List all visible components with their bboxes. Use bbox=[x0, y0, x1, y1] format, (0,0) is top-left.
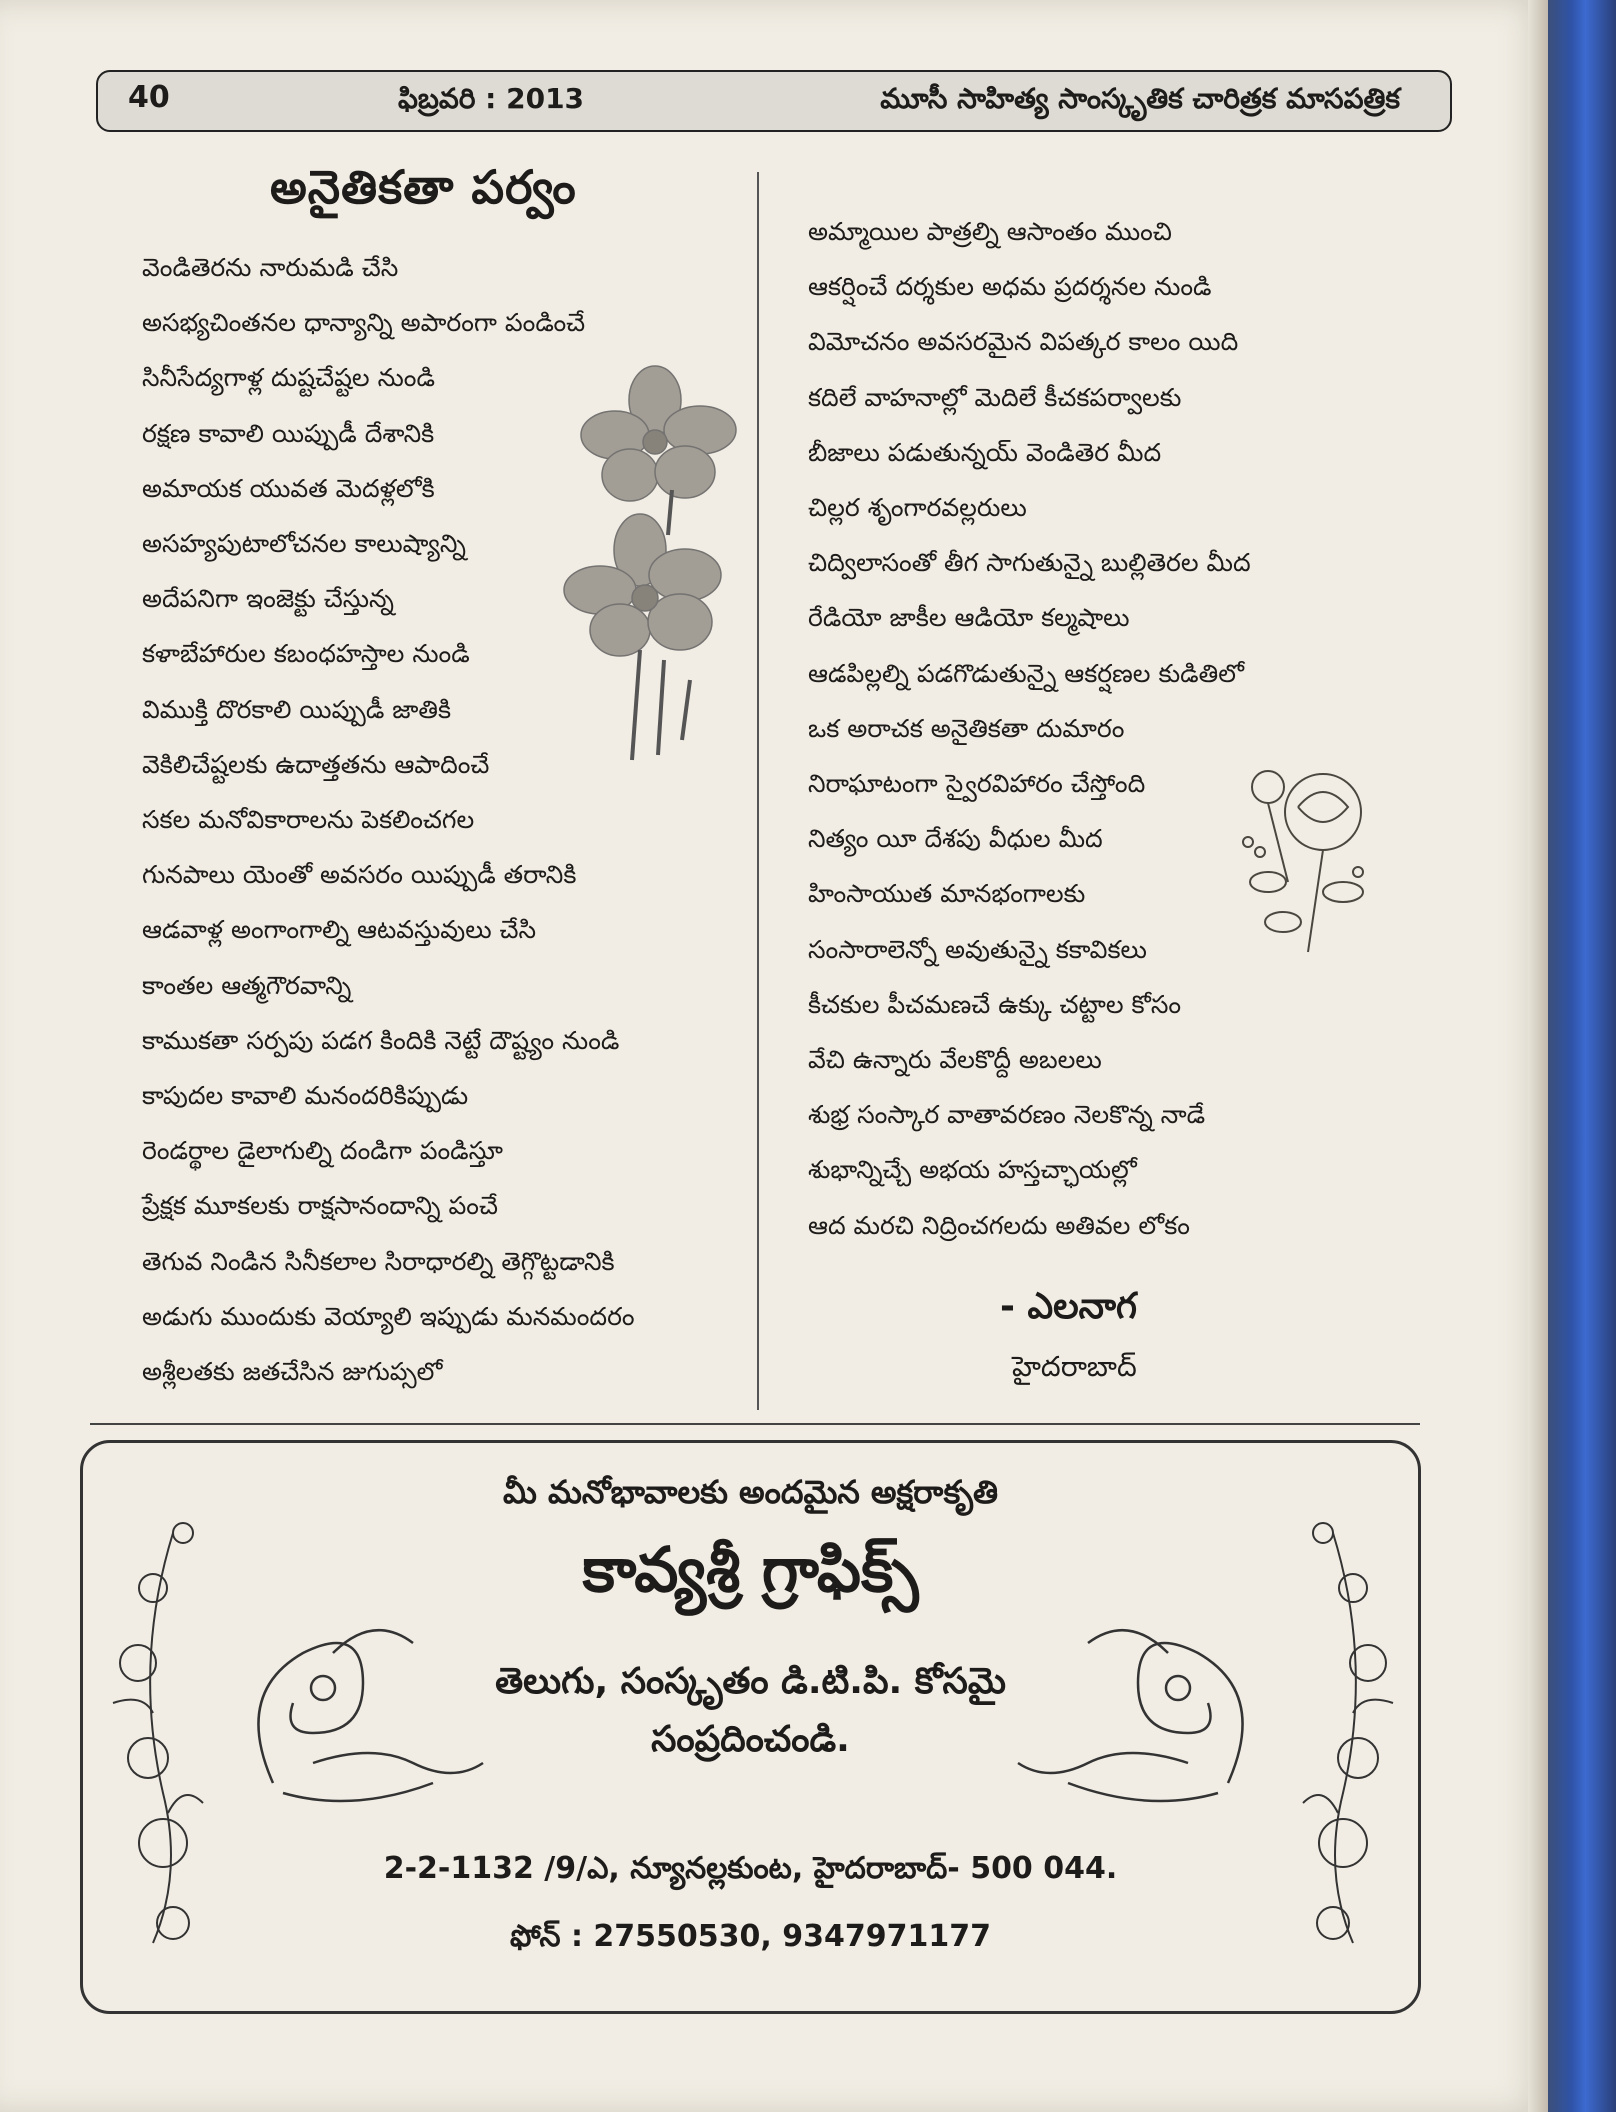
ad-phone: ఫోన్ : 27550530, 9347971177 bbox=[510, 1919, 991, 1954]
ad-brand-name: కావ్యశ్రీ గ్రాఫిక్స్ bbox=[582, 1533, 919, 1606]
poem-line: అమాయక యువత మెదళ్లలోకి bbox=[142, 473, 435, 503]
poem-line: విముక్తి దొరకాలి యిప్పుడీ జాతికి bbox=[142, 694, 452, 724]
poem-line: రెండర్థాల డైలాగుల్ని దండిగా పండిస్తూ bbox=[142, 1136, 503, 1166]
advertisement-box bbox=[80, 1440, 1421, 2014]
poem-line: కీచకుల పీచమణచే ఉక్కు చట్టాల కోసం bbox=[808, 989, 1182, 1019]
poem-line: వెకిలిచేష్టలకు ఉదాత్తతను ఆపాదించే bbox=[142, 749, 490, 779]
page-header bbox=[96, 70, 1452, 132]
peacock-ornament-left-icon bbox=[213, 1613, 493, 1813]
poem-line: కదిలే వాహనాల్లో మెదిలే కీచకపర్వాలకు bbox=[808, 382, 1182, 412]
poem-right-column bbox=[808, 204, 1251, 1253]
poem-line: సినీసేద్యగాళ్ల దుష్టచేష్టల నుండి bbox=[142, 363, 435, 393]
page-number: 40 bbox=[128, 80, 170, 115]
poem-line: ప్రేక్షక మూకలకు రాక్షసానందాన్ని పంచే bbox=[142, 1191, 498, 1221]
poem-line: చిద్విలాసంతో తీగ సాగుతున్నై బుల్లితెరల మీద bbox=[808, 548, 1251, 578]
section-divider bbox=[90, 1423, 1420, 1425]
poem-line: శుభ్ర సంస్కార వాతావరణం నెలకొన్న నాడే bbox=[808, 1100, 1206, 1130]
ad-tagline: మీ మనోభావాలకు అందమైన అక్షరాకృతి bbox=[503, 1473, 998, 1511]
poem-line: బీజాలు పడుతున్నయ్ వెండితెర మీద bbox=[808, 437, 1162, 467]
poem-line: నిరాఘాటంగా స్వైరవిహారం చేస్తోంది bbox=[808, 769, 1146, 799]
issue-date: ఫిబ్రవరి : 2013 bbox=[398, 82, 585, 115]
poem-line: అసహ్యపుటాలోచనల కాలుష్యాన్ని bbox=[142, 529, 466, 559]
blue-binding bbox=[1548, 0, 1616, 2112]
poem-line: రేడియో జాకీల ఆడియో కల్మషాలు bbox=[808, 603, 1130, 633]
poem-line: గునపాలు యెంతో అవసరం యిప్పుడీ తరానికి bbox=[142, 860, 577, 890]
page-edge bbox=[1528, 0, 1550, 2112]
poem-line: ఆద మరచి నిద్రించగలదు అతివల లోకం bbox=[808, 1210, 1190, 1240]
poem-line: సంసారాలెన్నో అవుతున్నై కకావికలు bbox=[808, 934, 1147, 964]
poem-line: హింసాయుత మానభంగాలకు bbox=[808, 879, 1086, 909]
poem-line: కాపుదల కావాలి మనందరికిప్పుడు bbox=[142, 1081, 469, 1111]
magazine-title: మూసీ సాహిత్య సాంస్కృతిక చారిత్రక మాసపత్రిక bbox=[880, 82, 1400, 115]
poem-line: అశ్లీలతకు జతచేసిన జుగుప్సలో bbox=[142, 1357, 443, 1387]
poem-line: శుభాన్నిచ్చే అభయ హస్తచ్ఛాయల్లో bbox=[808, 1155, 1137, 1185]
floral-ornament-right-icon bbox=[1253, 1513, 1413, 1963]
poem-line: అదేపనిగా ఇంజెక్టు చేస్తున్న bbox=[142, 584, 394, 614]
ad-address: 2-2-1132 /9/ఎ, న్యూనల్లకుంట, హైదరాబాద్- 500 044. bbox=[383, 1851, 1118, 1886]
poem-title: అనైతికతా పర్వం bbox=[270, 160, 577, 214]
poem-line: ఆడపిల్లల్ని పడగొడుతున్నై ఆకర్షణల కుడితిలో bbox=[808, 658, 1244, 688]
poem-line: అసభ్యచింతనల ధాన్యాన్ని అపారంగా పండించే bbox=[142, 308, 586, 338]
poem-line: ఆడవాళ్ల అంగాంగాల్ని ఆటవస్తువులు చేసి bbox=[142, 915, 537, 945]
poem-line: విమోచనం అవసరమైన విపత్కర కాలం యిది bbox=[808, 327, 1239, 357]
poem-line: కాంతల ఆత్మగౌరవాన్ని bbox=[142, 970, 352, 1000]
ad-offer-line1: తెలుగు, సంస్కృతం డి.టి.పి. కోసమై bbox=[495, 1661, 1006, 1702]
poem-line: కాముకతా సర్పపు పడగ కిందికి నెట్టే దౌష్ట్యం నుండి bbox=[142, 1025, 620, 1055]
poem-line: అడుగు ముందుకు వెయ్యాలి ఇప్పుడు మనమందరం bbox=[142, 1301, 635, 1331]
rose-illustration bbox=[1228, 752, 1378, 962]
poem-line: నిత్యం యీ దేశపు వీధుల మీద bbox=[808, 824, 1103, 854]
ad-offer-line2: సంప్రదించండి. bbox=[651, 1719, 850, 1760]
column-divider bbox=[757, 172, 759, 1410]
peacock-ornament-right-icon bbox=[1008, 1613, 1288, 1813]
poem-author: - ఎలనాగ bbox=[1000, 1286, 1137, 1327]
poem-line: కళాబేహారుల కబంధహస్తాల నుండి bbox=[142, 639, 470, 669]
author-place: హైదరాబాద్ bbox=[1012, 1350, 1137, 1383]
poem-line: ఆకర్షించే దర్శకుల అధమ ప్రదర్శనల నుండి bbox=[808, 272, 1212, 302]
poem-line: సకల మనోవికారాలను పెకలించగల bbox=[142, 805, 475, 835]
poem-line: వేచి ఉన్నారు వేలకొద్దీ అబలలు bbox=[808, 1045, 1102, 1075]
poem-line: ఒక అరాచక అనైతికతా దుమారం bbox=[808, 713, 1125, 743]
poem-line: చిల్లర శృంగారవల్లరులు bbox=[808, 493, 1027, 523]
poem-line: అమ్మాయిల పాత్రల్ని ఆసాంతం ముంచి bbox=[808, 217, 1172, 246]
poem-line: రక్షణ కావాలి యిప్పుడీ దేశానికి bbox=[142, 418, 435, 448]
poem-line: వెండితెరను నారుమడి చేసి bbox=[142, 253, 399, 282]
flower-illustration bbox=[560, 360, 750, 780]
poem-line: తెగువ నిండిన సినీకలాల సిరాధారల్ని తెగ్గొట్టడానికి bbox=[142, 1246, 615, 1276]
